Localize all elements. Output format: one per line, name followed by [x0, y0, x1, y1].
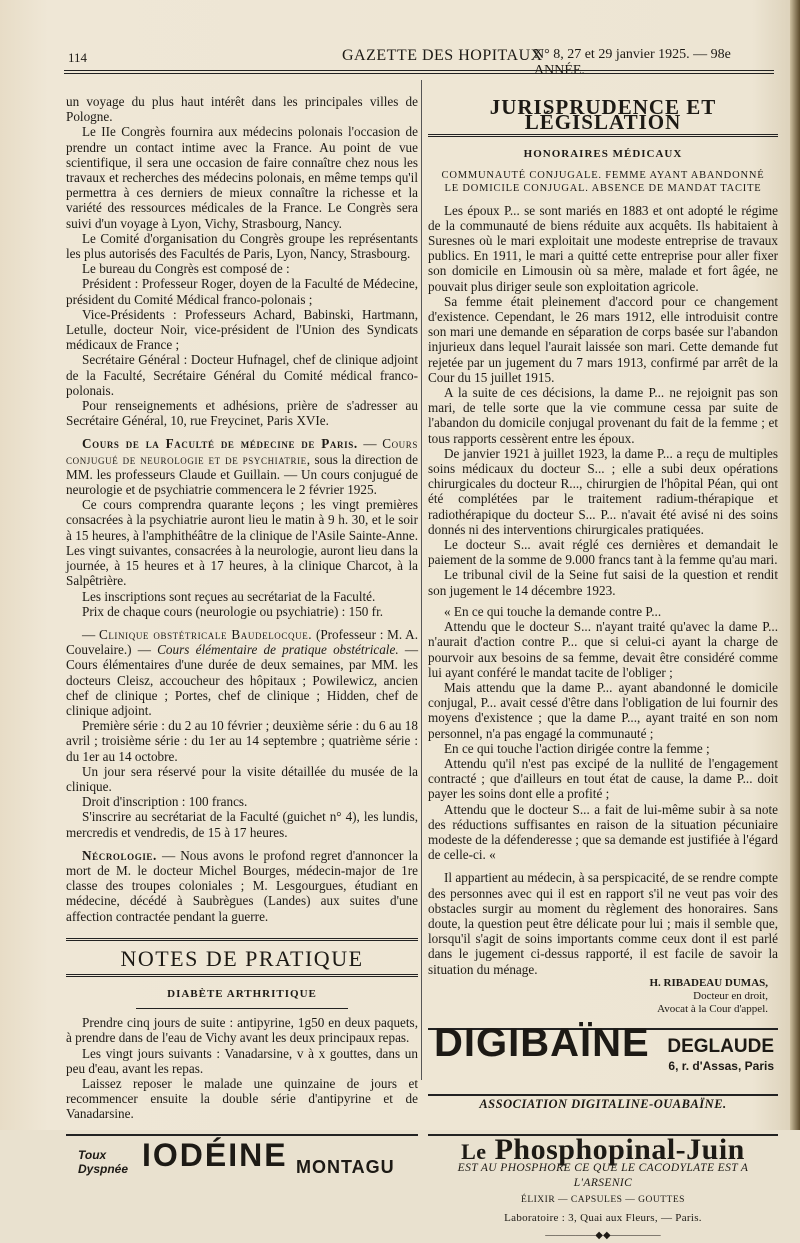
phosphopinal-article: Le	[461, 1138, 487, 1164]
jurisprudence-para: Le docteur S... avait réglé ces dernières et demandait le paiement de la somme de 9.000 francs tant à la femme qu'au mari.	[428, 537, 778, 568]
cours-heading: Cours de la Faculté de médecine de Paris.	[82, 436, 358, 452]
left-column	[66, 94, 418, 1196]
clinique-text-a: (Professeur : M. A. Couvelaire.) —	[66, 626, 418, 658]
iodeine-symptom: Dyspnée	[78, 1161, 129, 1176]
header-rule	[64, 70, 774, 74]
notes-para: Prendre cinq jours de suite : antipyrine, 1g50 en deux paquets, à prendre dans de l'eau de Vichy avant les deux principaux repas.	[66, 1015, 418, 1046]
clinique-para: S'inscrire au secrétariat de la Faculté (guichet n° 4), les lundis, mercredis et vendredis, de 15 à 17 heures.	[66, 809, 418, 840]
cours-para: Les inscriptions sont reçues au secrétariat de la Faculté.	[82, 588, 376, 604]
congress-para: Pour renseignements et adhésions, prière de s'adresser au Secrétaire Général, 10, rue Freycinet, Paris XVIe.	[66, 398, 418, 429]
jurisprudence-para: Le tribunal civil de la Seine fut saisi de la question et rendit son jugement le 14 décembre 1923.	[428, 567, 778, 598]
cours-para: Prix de chaque cours (neurologie ou psychiatrie) : 150 fr.	[82, 603, 384, 619]
jurisprudence-subtitle: HONORAIRES MÉDICAUX	[523, 148, 683, 161]
page-edge	[790, 0, 800, 1130]
summary-line: COMMUNAUTÉ CONJUGALE. FEMME AYANT ABANDONNÉ	[441, 169, 765, 181]
column-divider	[421, 80, 422, 1080]
section-rule	[428, 134, 778, 137]
jurisprudence-title: JURISPRUDENCE ET LÉGISLATION	[489, 95, 717, 135]
notes-para: Les vingt jours suivants : Vanadarsine, v à x gouttes, dans un peu d'eau, avant les repas.	[66, 1045, 418, 1076]
iodeine-symptoms	[78, 1148, 128, 1176]
cours-subheading: Cours conjugué de neurologie et de psychiatrie,	[66, 436, 418, 467]
necrologie-item	[66, 848, 418, 924]
journal-title: GAZETTE DES HOPITAUX	[342, 47, 543, 64]
clinique-course-title: Cours élémentaire de pratique obstétricale.	[157, 642, 399, 658]
congress-para: Le bureau du Congrès est composé de :	[82, 261, 290, 277]
congress-para: Le Comité d'organisation du Congrès groupe les représentants les plus autorisés des Facultés de Paris, Lyon, Nancy, Strasbourg.	[66, 230, 418, 262]
clinique-text-b: — Cours élémentaires d'une durée de deux semaines, par MM. les docteurs Cleisz, accoucheur des hôpitaux ; Powilewicz, ancien chef de clinique ; Portes, chef de clinique ; Hidden, chef de clinique adjoint.	[66, 642, 419, 718]
congress-para: Le IIe Congrès fournira aux médecins polonais l'occasion de prendre un contact intime avec la France. Au point de vue scientifique, il sera une occasion de faire connaître chez nous les travaux et recherches des médecins polonais, en même temps qu'il permettra à ces derniers de mieux connaître la richesse et la variété des ressources médicales de la France. Le Congrès sera suivi d'un voyage à Lyon, Vichy, Strasbourg, Nancy.	[66, 124, 418, 231]
digibaine-ad	[428, 1020, 778, 1111]
digibaine-maker-block	[667, 1035, 774, 1075]
iodeine-brand: IODÉINE	[142, 1136, 288, 1173]
signature-title: Docteur en droit,	[693, 989, 768, 1002]
thin-rule	[136, 1008, 347, 1009]
cours-text: sous la direction de MM. les professeurs Claude et Guillain. — Un cours conjugué de neurologie et de psychiatrie commencera le 2 février 1925.	[66, 451, 418, 498]
phosphopinal-brand: Phosphopinal-Juin	[494, 1132, 745, 1166]
jurisprudence-para: Mais attendu que la dame P... ayant abandonné le domicile conjugal, P... avait cessé d'être dans l'obligation de lui fournir des moyens d'existence ; que la dame P..., ayant traité en son nom personnel, n'a pas engagé la communauté ;	[428, 679, 778, 741]
jurisprudence-para: Il appartient au médecin, à sa perspicacité, de se rendre compte des personnes avec qui il est en rapport s'il ne veut pas voir des obstacles surgir au moment du règlement des honoraires. Sans doute, la question peut être délicate pour lui ; mais il semble que, lorsqu'il s'agit de soins importants comme ceux dont il est parlé dans le jugement ci-dessus rapporté, il est facile de savoir la situation du ménage.	[428, 870, 778, 977]
summary-line: LE DOMICILE CONJUGAL. ABSENCE DE MANDAT TACITE	[444, 182, 762, 194]
clinique-item: — Clinique obstétricale Baudelocque. (Professeur : M. A. Couvelaire.) — Cours élémentaire de pratique obstétricale. — Cours élémentaires d'une durée de deux semaines, par MM. les docteurs Cleisz, accoucheur des hôpitaux ; Powilewicz, ancien chef de clinique ; Portes, chef de clinique ; Hidden, chef de clinique adjoint.	[66, 626, 419, 718]
jurisprudence-para: En ce qui touche l'action dirigée contre la femme ;	[444, 740, 710, 756]
page-number: 114	[68, 50, 88, 65]
iodeine-maker: MONTAGU	[296, 1156, 395, 1177]
jurisprudence-para: A la suite de ces décisions, la dame P... ne rejoignit pas son mari, de telle sorte que la vie commune cessa par suite de l'abandon du domicile conjugal provenant du fait de la femme ; et tous rapports cessèrent entre les époux.	[428, 385, 778, 446]
jurisprudence-para: Sa femme était pleinement d'accord pour ce changement d'existence. Cependant, le 26 mars 1912, elle introduisit contre son mari une demande en séparation de corps basée sur l'abandon injurieux dans lequel l'aurait laissée son mari. Cette demande fut rejetée par un jugement du 7 mars 1913, confirmé par arrêt de la Cour du 15 juillet 1915.	[428, 293, 778, 385]
congress-para: Vice-Présidents : Professeurs Achard, Babinski, Hartmann, Letulle, docteur Noir, vice-président de l'Union des Syndicats médicaux de France ;	[66, 306, 418, 353]
phosphopinal-ad	[428, 1134, 778, 1243]
digibaine-address: 6, r. d'Assas, Paris	[668, 1058, 774, 1073]
notes-para: Laissez reposer le malade une quinzaine de jours et recommencer ensuite la double série d'antipyrine et de Vanadarsine.	[66, 1075, 418, 1122]
clinique-para: Un jour sera réservé pour la visite détaillée du musée de la clinique.	[66, 763, 418, 794]
digibaine-tagline: ASSOCIATION DIGITALINE-OUABAÏNE.	[479, 1096, 727, 1111]
issue-info: N° 8, 27 et 29 janvier 1925. — 98e ANNÉE.	[534, 47, 731, 78]
phosphopinal-title	[428, 1132, 778, 1166]
phosphopinal-forms: ÉLIXIR — CAPSULES — GOUTTES	[521, 1195, 685, 1206]
section-rule	[66, 938, 418, 941]
signature-title: Avocat à la Cour d'appel.	[657, 1002, 768, 1015]
clinique-para: Première série : du 2 au 10 février ; deuxième série : du 6 au 18 avril ; troisième série : du 1er au 14 septembre ; quatrième série : du 1er au 14 octobre.	[66, 718, 418, 764]
clinique-para: Droit d'inscription : 100 francs.	[82, 794, 248, 810]
ornament: —————◆◆—————	[545, 1229, 661, 1241]
necrologie-text: — Nous avons le profond regret d'annoncer la mort de M. le docteur Michel Bourges, médecin-major de 1re classe des troupes coloniales ; M. Lesgourgues, étudiant en médecine, décédé à Saubrègues (Landes) aux suites d'une affection contractée pendant la guerre.	[66, 847, 418, 924]
jurisprudence-para: De janvier 1921 à juillet 1923, la dame P... a reçu de multiples soins médicaux du docteur S... ; elle a subi deux opérations chirurgicales du docteur R..., chirurgien de l'hôpital Péan, qui ont été complétées par le traitement radium-thérapique et radiothérapique du docteur S... P... n'avait été avisé ni des soins donnés ni des interventions chirurgicales pratiquées.	[428, 445, 778, 537]
notes-title: NOTES DE PRATIQUE	[120, 945, 364, 971]
digibaine-brand: DIGIBAÏNE	[434, 1020, 650, 1065]
section-rule	[66, 974, 418, 977]
digibaine-maker: DEGLAUDE	[667, 1035, 774, 1057]
jurisprudence-para: Attendu que le docteur S... n'ayant traité qu'avec la dame P... n'aurait d'action contre P... que si celui-ci ayant la charge de pourvoir aux besoins de sa femme, devait être considéré comme lui ayant conféré le mandat tacite de l'obliger ;	[428, 619, 778, 680]
jurisprudence-summary	[428, 169, 778, 195]
signature-name: H. RIBADEAU DUMAS,	[649, 976, 768, 989]
cours-item: Cours de la Faculté de médecine de Paris. — Cours conjugué de neurologie et de psychiatrie, sous la direction de MM. les professeurs Claude et Guillain. — Un cours conjugué de neurologie et de psychiatrie commencera le 2 février 1925.	[66, 436, 418, 498]
jurisprudence-para: Les époux P... se sont mariés en 1883 et ont adopté le régime de la communauté de biens réduite aux acquêts. Ils habitaient à Suresnes où le mari exploitait une modeste entreprise de travaux publics. En 1911, le mari a quitté cette entreprise pour aller fixer son domicile en Limousin où sa mère, malade et fort âgée, ne pouvait plus diriger seule son exploitation agricole.	[428, 202, 778, 294]
jurisprudence-para: Attendu que le docteur S... a fait de lui-même subir à sa note des réductions suffisantes en raison de la situation pécuniaire modeste de la défenderesse ; que sa demande est justifiée à l'égard de celle-ci. «	[428, 801, 778, 863]
right-column	[428, 94, 778, 1243]
phosphopinal-slogan: EST AU PHOSPHORE CE QUE LE CACODYLATE EST A L'ARSENIC	[457, 1161, 749, 1190]
notes-subtitle: DIABÈTE ARTHRITIQUE	[167, 987, 317, 1000]
necrologie-heading: Nécrologie.	[82, 847, 157, 863]
jurisprudence-para: Attendu qu'il n'est pas excipé de la nullité de l'engagement contracté ; que d'ailleurs en tout état de cause, la dame P... doit payer les soins dont elle a profité ;	[428, 755, 778, 802]
congress-para: Secrétaire Général : Docteur Hufnagel, chef de clinique adjoint de la Faculté, Secrétaire Général du Comité médical franco-polonais.	[66, 352, 418, 398]
jurisprudence-para: « En ce qui touche la demande contre P...	[444, 603, 662, 619]
page-header	[64, 46, 774, 78]
clinique-heading: Clinique obstétricale Baudelocque.	[98, 626, 313, 642]
iodeine-ad	[66, 1134, 418, 1196]
signature	[428, 977, 768, 1016]
congress-para: Président : Professeur Roger, doyen de la Faculté de Médecine, président du Comité Médical franco-polonais ;	[66, 276, 418, 307]
congress-para: un voyage du plus haut intérêt dans les principales villes de Pologne.	[66, 94, 418, 125]
cours-para: Ce cours comprendra quarante leçons ; les vingt premières consacrées à la psychiatrie auront lieu le matin à 9 h. 30, et le soir à 15 heures, à l'amphithéâtre de la clinique de l'Asile Sainte-Anne. Les vingt suivantes, consacrées à la neurologie, auront lieu dans la journée, à 15 heures et à 17 heures, à la clinique Charcot, à la Salpêtrière.	[66, 497, 418, 589]
phosphopinal-address: Laboratoire : 3, Quai aux Fleurs, — Paris.	[504, 1211, 702, 1224]
iodeine-symptom: Toux	[78, 1147, 107, 1162]
